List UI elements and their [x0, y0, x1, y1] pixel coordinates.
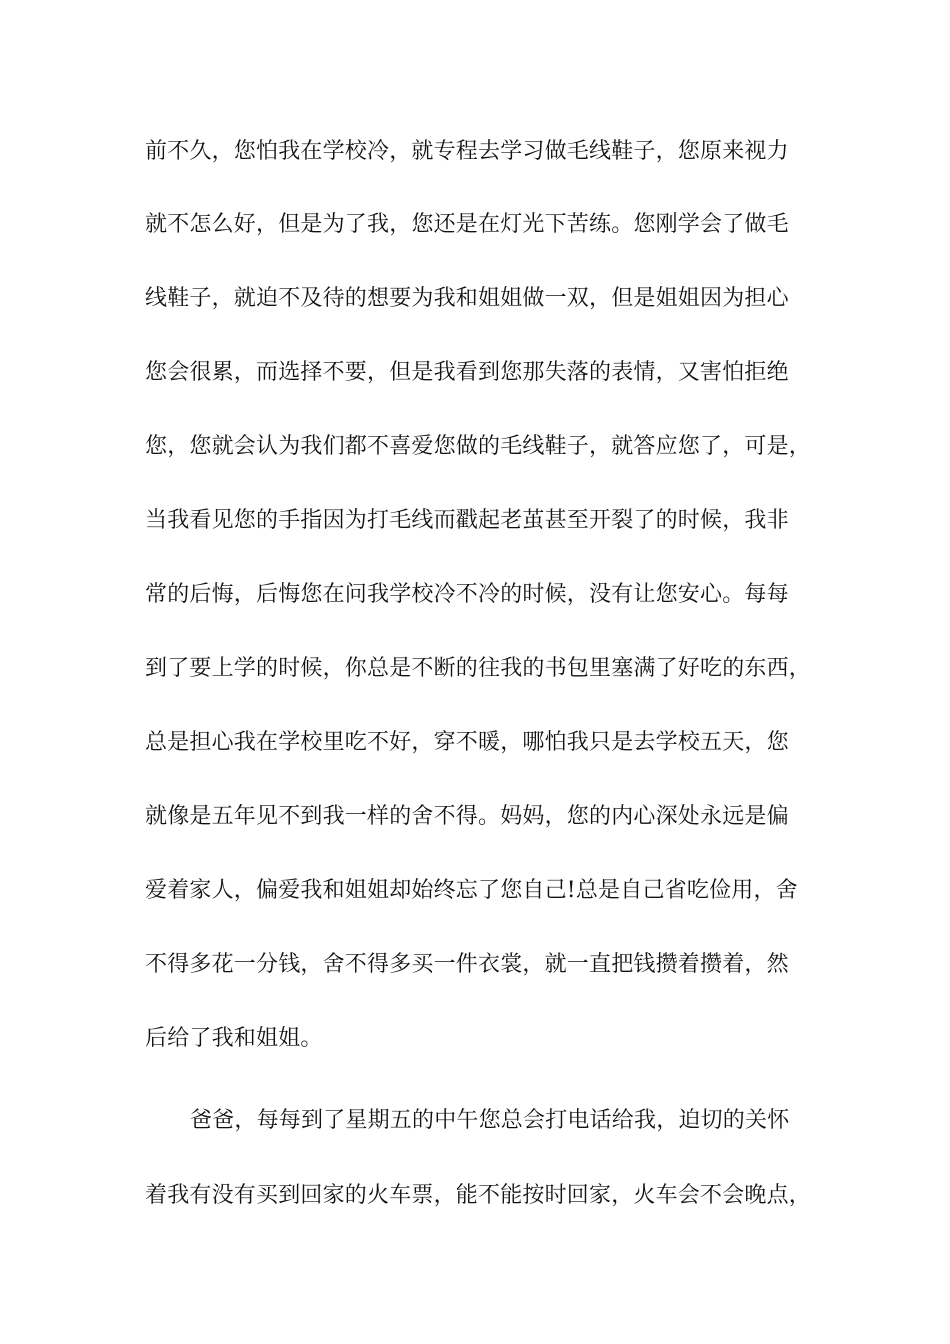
text-line: 当我看见您的手指因为打毛线而戳起老茧甚至开裂了的时候，我非: [145, 508, 789, 533]
text-line: 总是担心我在学校里吃不好，穿不暖，哪怕我只是去学校五天，您: [145, 730, 789, 755]
text-line-indented: 爸爸，每每到了星期五的中午您总会打电话给我，迫切的关怀: [190, 1108, 790, 1133]
text-line: 常的后悔，后悔您在问我学校冷不冷的时候，没有让您安心。每每: [145, 582, 789, 607]
text-line: 就不怎么好，但是为了我，您还是在灯光下苦练。您刚学会了做毛: [145, 212, 789, 237]
text-line: 就像是五年见不到我一样的舍不得。妈妈，您的内心深处永远是偏: [145, 804, 789, 829]
text-line: 爱着家人，偏爱我和姐姐却始终忘了您自己!总是自己省吃俭用，舍: [145, 878, 798, 903]
text-line: 前不久，您怕我在学校冷，就专程去学习做毛线鞋子，您原来视力: [145, 139, 789, 164]
text-line: 后给了我和姐姐。: [145, 1026, 323, 1051]
text-line: 线鞋子，就迫不及待的想要为我和姐姐做一双，但是姐姐因为担心: [145, 286, 789, 311]
text-line: 不得多花一分钱，舍不得多买一件衣裳，就一直把钱攒着攒着，然: [145, 952, 789, 977]
text-line: 到了要上学的时候，你总是不断的往我的书包里塞满了好吃的东西，: [145, 656, 812, 681]
text-line: 您，您就会认为我们都不喜爱您做的毛线鞋子，就答应您了，可是，: [145, 434, 812, 459]
text-line: 您会很累，而选择不要，但是我看到您那失落的表情，又害怕拒绝: [145, 360, 789, 385]
text-line: 着我有没有买到回家的火车票，能不能按时回家，火车会不会晚点，: [145, 1183, 812, 1208]
